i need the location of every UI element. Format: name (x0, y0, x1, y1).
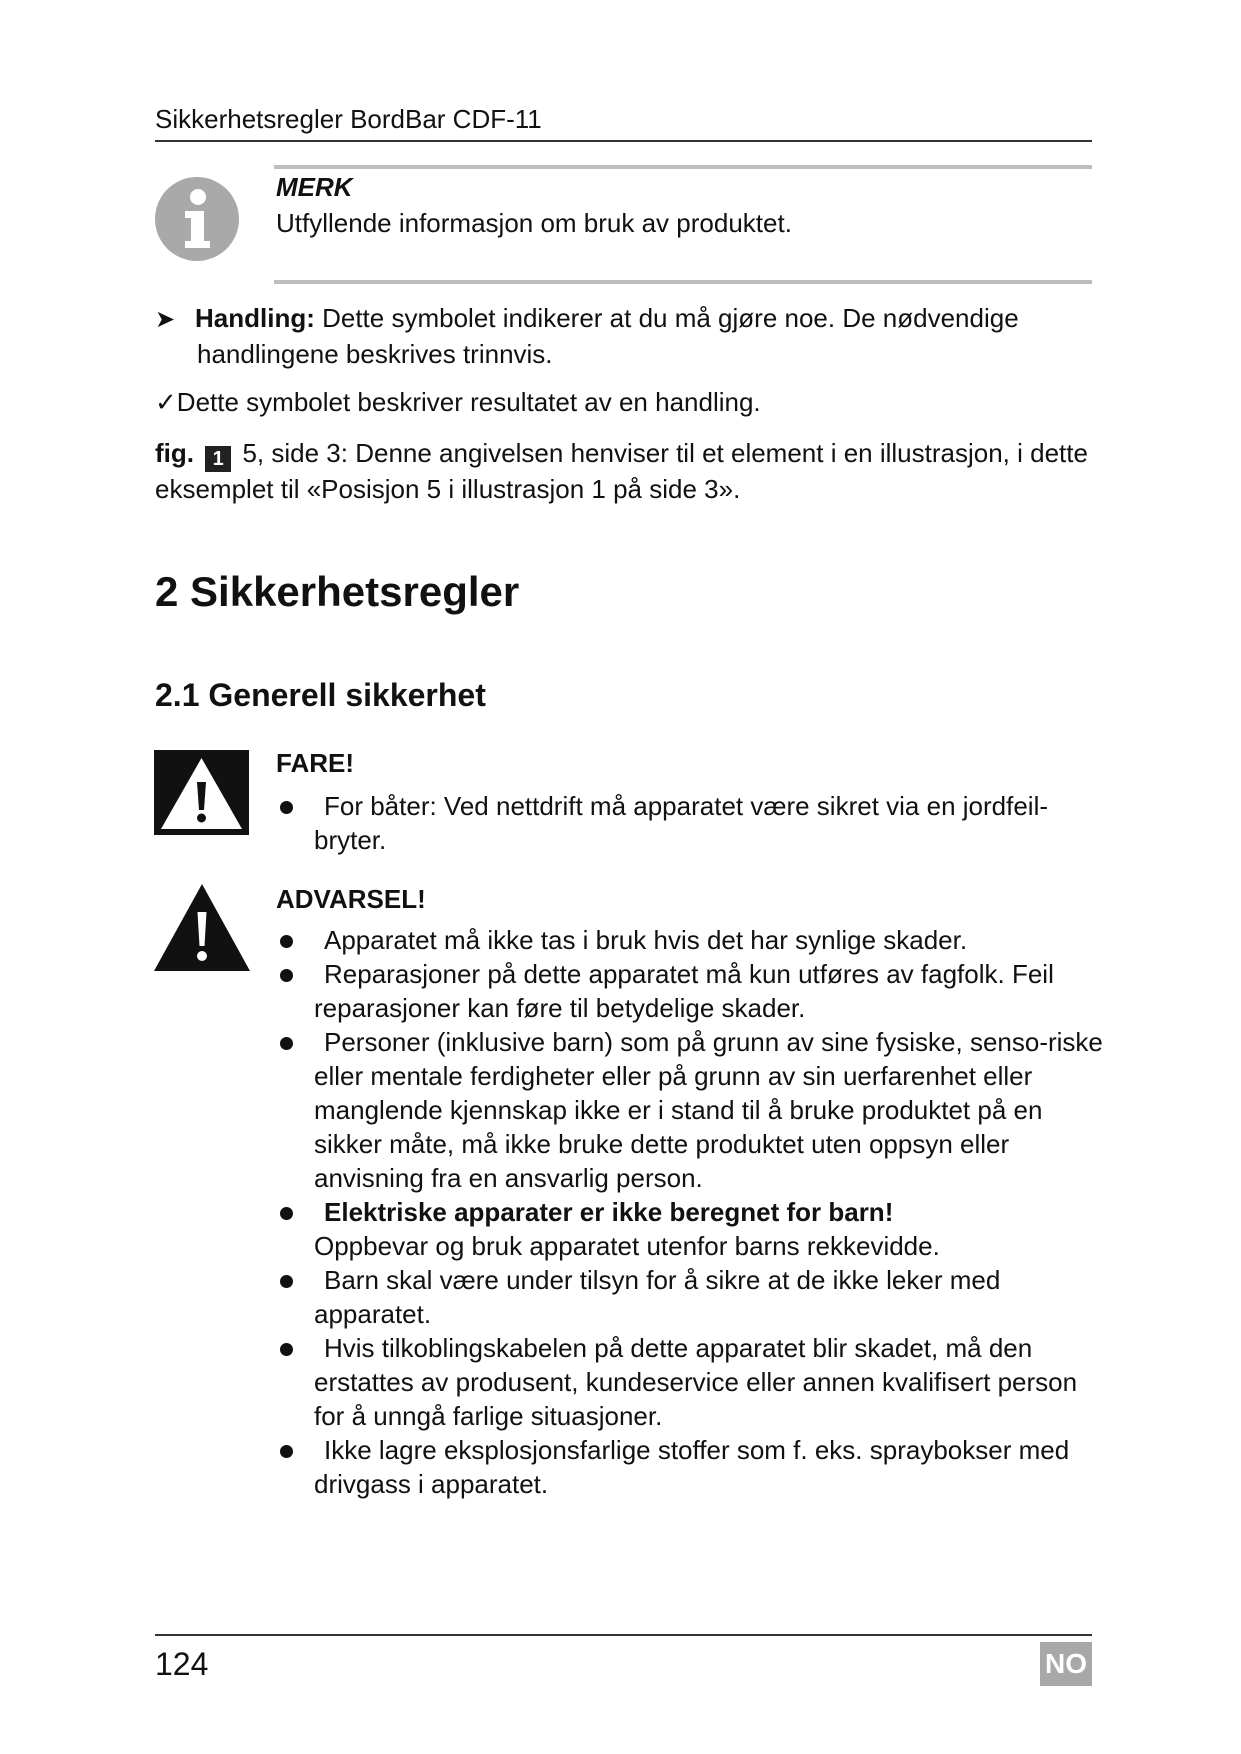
result-paragraph (155, 385, 761, 419)
warning-label: ADVARSEL! (276, 884, 426, 914)
list-item-text: Apparatet må ikke tas i bruk hvis det har synlige skader. (324, 925, 968, 955)
list-item-text: Barn skal være under tilsyn for å sikre at de ikke leker med apparatet. (314, 1265, 1001, 1329)
language-tab: NO (1040, 1642, 1092, 1686)
danger-label: FARE! (276, 748, 354, 778)
action-label: Handling: (195, 303, 315, 333)
list-item (276, 1025, 1106, 1195)
header-rule (155, 140, 1092, 142)
info-icon (155, 177, 239, 261)
list-item-text: For båter: Ved nettdrift må apparatet være sikret via en jordfeil-bryter. (314, 791, 1049, 855)
list-item (276, 1195, 1106, 1263)
list-item-text: Reparasjoner på dette apparatet må kun utføres av fagfolk. Feil reparasjoner kan føre til betydelige skader. (314, 959, 1054, 1023)
danger-warning-icon (154, 750, 249, 835)
figure-number-badge: 1 (205, 446, 231, 472)
action-text-line1: Dette symbolet indikerer at du må gjøre noe. De nødvendige (314, 303, 1019, 333)
list-item-bold-text: Elektriske apparater er ikke beregnet for barn! (324, 1197, 894, 1227)
list-item-text: Hvis tilkoblingskabelen på dette apparatet blir skadet, må den erstattes av produsent, kundeservice eller annen kvalifisert person for å unngå farlige situasjoner. (314, 1333, 1078, 1431)
bullet-icon (280, 935, 293, 948)
list-item-text: Personer (inklusive barn) som på grunn av sine fysiske, senso-riske eller mentale ferdigheter eller på grunn av sin uerfarenhet eller manglende kjennskap ikke er i stand til å bruke produktet på en sikker måte, må ikke bruke dette produktet uten oppsyn eller anvisning fra en ansvarlig person. (314, 1027, 1103, 1193)
figure-reference-text: 5, side 3: Denne angivelsen henviser til et element i en illustrasjon, i dette eksemplet til «Posisjon 5 i illustrasjon 1 på side 3». (155, 438, 1088, 504)
action-text-line2: handlingene beskrives trinnvis. (197, 339, 553, 369)
list-item (276, 789, 1106, 857)
bullet-icon (280, 1037, 293, 1050)
danger-list (276, 789, 1106, 857)
list-item (276, 1331, 1106, 1433)
page-number: 124 (155, 1646, 209, 1682)
section-heading: 2 Sikkerhetsregler (155, 568, 520, 615)
list-item (276, 957, 1106, 1025)
note-title: MERK (276, 172, 353, 202)
list-item-text: Oppbevar og bruk apparatet utenfor barns rekkevidde. (314, 1231, 940, 1261)
footer-rule (155, 1634, 1092, 1636)
note-rule-bottom (274, 280, 1092, 284)
list-item (276, 1433, 1106, 1501)
bullet-icon (280, 969, 293, 982)
list-item (276, 923, 1106, 957)
bullet-icon (280, 801, 293, 814)
list-item (276, 1263, 1106, 1331)
warning-triangle-icon (154, 884, 250, 971)
figure-label: fig. (155, 438, 194, 468)
figure-reference-paragraph (155, 436, 1095, 506)
bullet-icon (280, 1445, 293, 1458)
arrow-right-icon: ➤ (155, 306, 176, 333)
note-text: Utfyllende informasjon om bruk av produktet. (276, 208, 792, 238)
action-paragraph (155, 301, 1095, 371)
result-text: Dette symbolet beskriver resultatet av en handling. (176, 387, 761, 417)
subsection-heading: 2.1 Generell sikkerhet (155, 677, 486, 713)
bullet-icon (280, 1275, 293, 1288)
checkmark-icon: ✓ (155, 387, 177, 417)
bullet-icon (280, 1207, 293, 1220)
running-header: Sikkerhetsregler BordBar CDF-11 (155, 104, 542, 134)
list-item-text: Ikke lagre eksplosjonsfarlige stoffer som f. eks. spraybokser med drivgass i apparatet. (314, 1435, 1070, 1499)
note-rule-top (274, 165, 1092, 169)
warning-list (276, 923, 1106, 1501)
bullet-icon (280, 1343, 293, 1356)
